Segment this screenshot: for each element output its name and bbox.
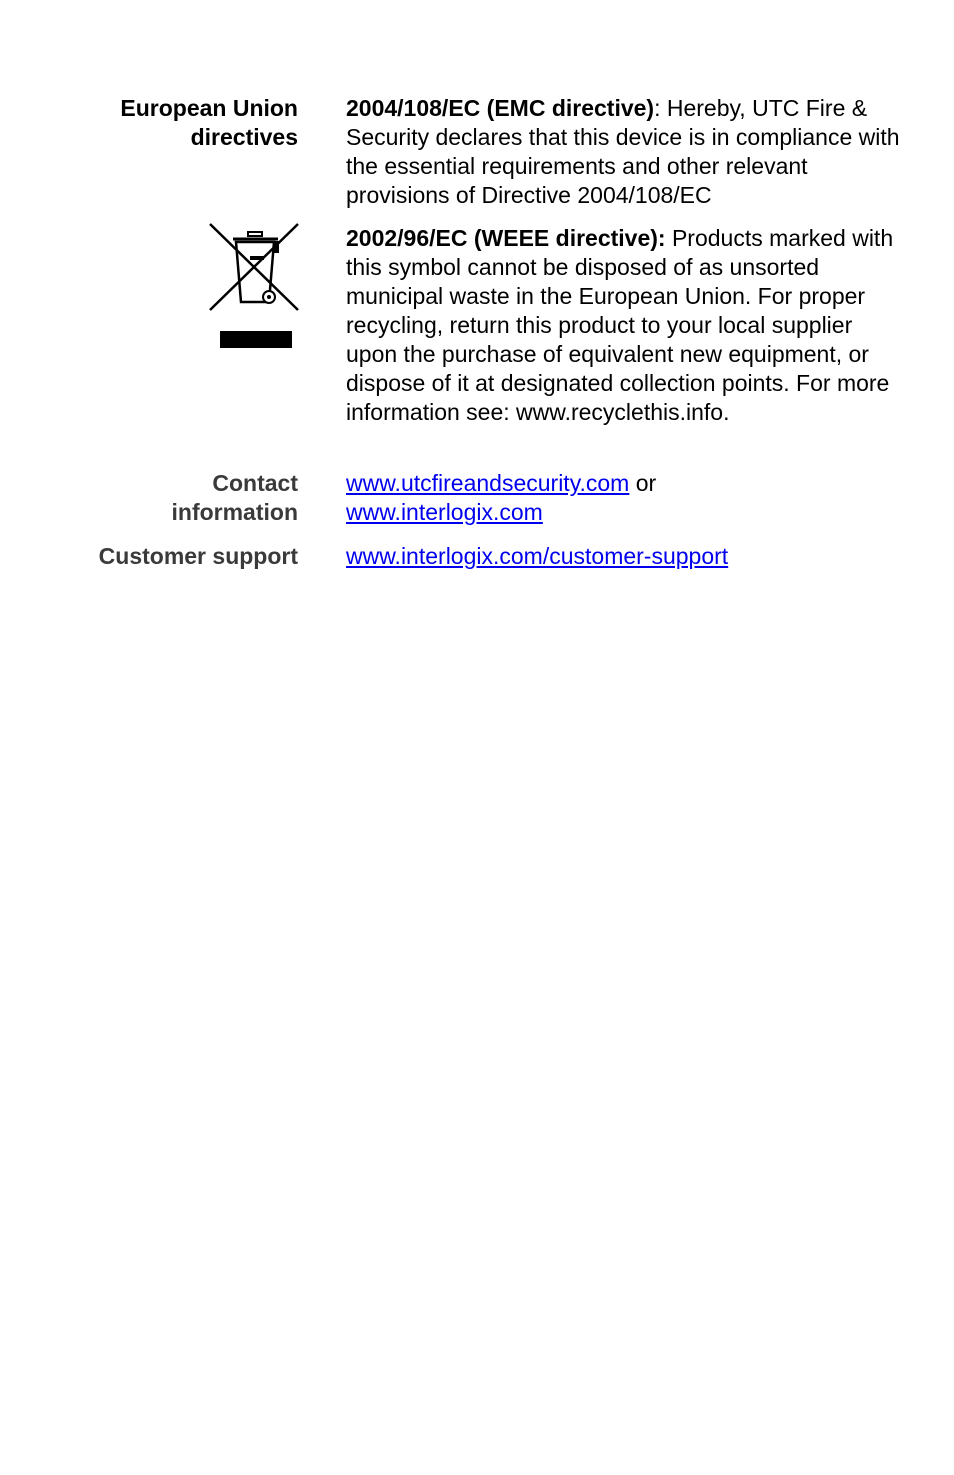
emc-text: : Hereby, UTC Fire & Security declares that this device is in compliance with the essential requirements and other relevant provisions of Directive 2004/108/EC <box>346 95 900 208</box>
customer-support-links <box>346 542 906 571</box>
crossed-out-wheelie-bin-icon <box>208 222 300 350</box>
contact-links <box>346 469 906 527</box>
customer-support-link[interactable]: www.interlogix.com/customer-support <box>346 543 729 569</box>
emc-directive-paragraph <box>346 94 906 210</box>
eu-label-line2: directives <box>190 124 298 150</box>
contact-label-line1: Contact <box>212 470 298 496</box>
or-text: or <box>629 470 657 496</box>
eu-label-line1: European Union <box>120 95 298 121</box>
contact-label-line2: information <box>171 499 298 525</box>
weee-text: Products marked with this symbol cannot be disposed of as unsorted municipal waste in the European Union. For proper recycling, return this product to your local supplier upon the purchase of equivalent new equipment, or dispose of it at designated collection points. For more information see: www.recyclethis.info. <box>346 225 894 425</box>
emc-title: 2004/108/EC (EMC directive) <box>346 95 655 121</box>
customer-support-label: Customer support <box>98 543 298 569</box>
eu-directives-label <box>48 94 298 152</box>
weee-title: 2002/96/EC (WEEE directive): <box>346 225 666 251</box>
weee-directive-paragraph <box>346 224 906 427</box>
interlogix-link[interactable]: www.interlogix.com <box>346 499 543 525</box>
contact-information-label <box>48 469 298 527</box>
utcfireandsecurity-link[interactable]: www.utcfireandsecurity.com <box>346 470 630 496</box>
